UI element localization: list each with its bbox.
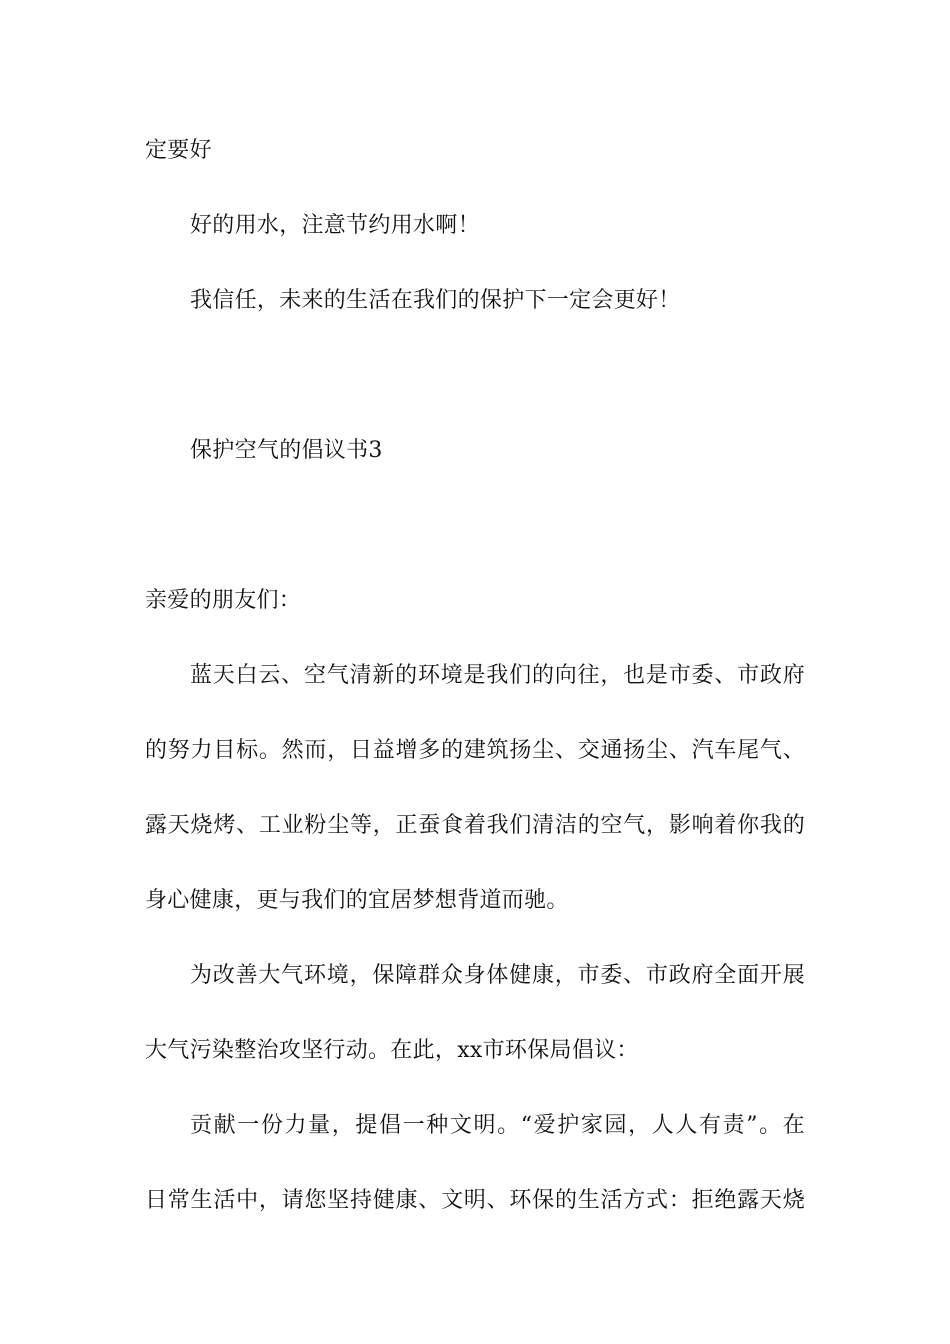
salutation: 亲爱的朋友们： — [145, 588, 302, 613]
text-line: 好的用水，注意节约用水啊！ — [190, 213, 480, 238]
text-line: 大气污染整治攻坚行动。在此，xx市环保局倡议： — [145, 1038, 639, 1063]
text-line: 我信任，未来的生活在我们的保护下一定会更好！ — [190, 288, 681, 313]
text-line: 为改善大气环境，保障群众身体健康，市委、市政府全面开展 — [190, 963, 805, 988]
text-line: 日常生活中，请您坚持健康、文明、环保的生活方式：拒绝露天烧 — [145, 1188, 805, 1213]
text-line: 露天烧烤、工业粉尘等，正蚕食着我们清洁的空气，影响着你我的 — [145, 813, 805, 838]
section-heading: 保护空气的倡议书3 — [190, 438, 383, 463]
text-line: 身心健康，更与我们的宜居梦想背道而驰。 — [145, 888, 569, 913]
text-line: 定要好 — [145, 138, 212, 163]
text-line: 贡献一份力量，提倡一种文明。“爱护家园，人人有责”。在 — [190, 1113, 805, 1138]
text-line: 蓝天白云、空气清新的环境是我们的向往，也是市委、市政府 — [190, 663, 805, 688]
text-line: 的努力目标。然而，日益增多的建筑扬尘、交通扬尘、汽车尾气、 — [145, 738, 805, 763]
